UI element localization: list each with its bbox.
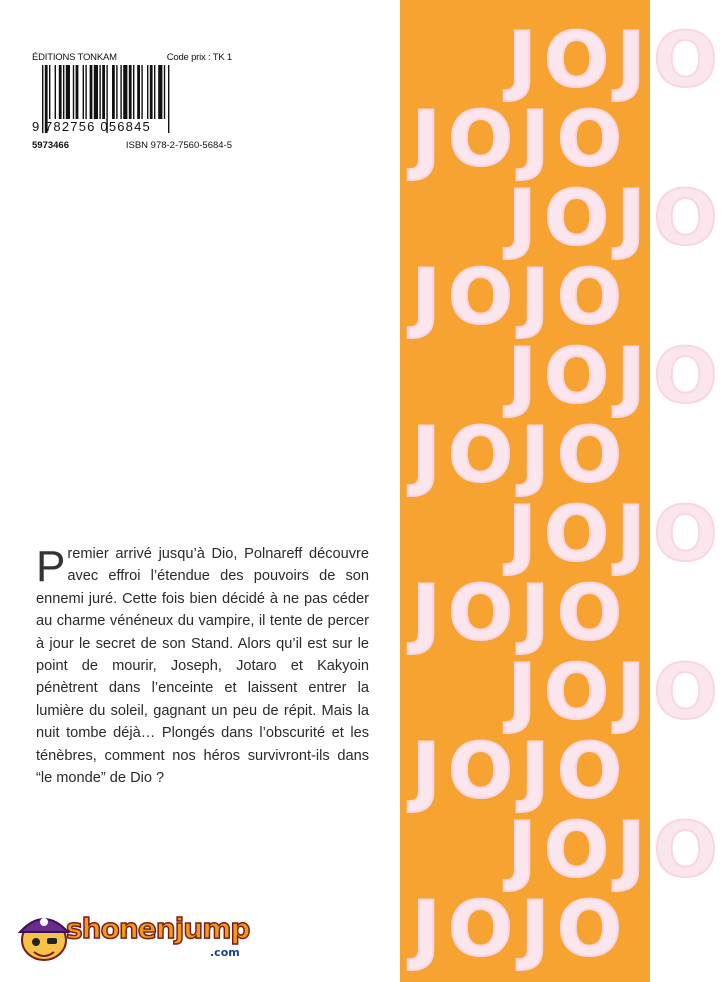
barcode-bar bbox=[73, 65, 74, 119]
jojo-pattern-row: JOJO bbox=[412, 884, 630, 973]
barcode-bar bbox=[158, 65, 162, 119]
logo-wordmark: shonenjump bbox=[66, 912, 250, 945]
barcode-digits: 782756 056845 bbox=[45, 119, 151, 134]
barcode-first-digit: 9 bbox=[32, 119, 40, 134]
barcode-bar bbox=[164, 65, 165, 119]
barcode-bar bbox=[59, 65, 62, 119]
barcode-bar bbox=[129, 65, 132, 119]
barcode-bar bbox=[63, 65, 64, 119]
barcode-bar bbox=[94, 65, 98, 119]
barcode-bar bbox=[142, 65, 143, 119]
barcode-bar bbox=[49, 65, 50, 119]
barcode-bar bbox=[76, 65, 79, 119]
jojo-pattern-row: JOJO bbox=[412, 726, 630, 815]
barcode-bar bbox=[147, 65, 148, 119]
jojo-pattern-row: JOJO bbox=[412, 94, 630, 183]
pirate-mascot-icon bbox=[14, 906, 74, 966]
shonenjump-logo bbox=[14, 906, 284, 968]
reference-number: 5973466 bbox=[32, 140, 69, 151]
jojo-pattern-row: JOJO bbox=[508, 647, 726, 736]
barcode-bar bbox=[90, 65, 93, 119]
barcode-bar bbox=[137, 65, 140, 119]
barcode-bar bbox=[133, 65, 134, 119]
barcode-bar bbox=[154, 65, 155, 119]
jojo-pattern-row: JOJO bbox=[508, 15, 726, 104]
synopsis-text bbox=[36, 543, 369, 789]
jojo-pattern-row: JOJO bbox=[412, 568, 630, 657]
barcode-bar bbox=[83, 65, 84, 119]
barcode-bar bbox=[100, 65, 101, 119]
jojo-pattern-row: JOJO bbox=[508, 173, 726, 262]
logo-domain: .com bbox=[210, 946, 240, 959]
barcode-bar bbox=[86, 65, 87, 119]
jojo-pattern-row: JOJO bbox=[508, 489, 726, 578]
jojo-pattern-row: JOJO bbox=[508, 331, 726, 420]
barcode-bar bbox=[55, 65, 56, 119]
isbn-label: ISBN 978-2-7560-5684-5 bbox=[125, 140, 232, 151]
barcode-bar bbox=[112, 65, 115, 119]
barcode-bar bbox=[123, 65, 127, 119]
price-code: Code prix : TK 1 bbox=[166, 52, 232, 63]
barcode-bar bbox=[150, 65, 153, 119]
barcode-block bbox=[32, 52, 232, 151]
barcode-bar bbox=[102, 65, 105, 119]
barcode-bar bbox=[42, 65, 43, 133]
orange-band bbox=[400, 0, 726, 982]
barcode-bar bbox=[116, 65, 117, 119]
barcode-bar bbox=[66, 65, 70, 119]
jojo-pattern-row: JOJO bbox=[412, 252, 630, 341]
publisher-label: ÉDITIONS TONKAM bbox=[32, 52, 117, 63]
barcode-bar bbox=[121, 65, 122, 119]
drop-cap: P bbox=[36, 542, 66, 591]
synopsis-body: remier arrivé jusqu’à Dio, Polnareff découvre avec effroi l’étendue des pouvoirs de son ennemi juré. Cette fois bien décidé à ne pas céder au charme vénéneux du vampire, il tente de percer à jour le secret de son Stand. Alors qu’il est sur le point de mourir, Joseph, Jotaro et Kakyoin pénètrent dans l’enceinte et laissent entrer la lumière du soleil, gagnant un peu de répit. Mais la nuit tombe déjà… Plongés dans l’obscurité et les ténèbres, comment nos héros survivront-ils dans “le monde” de Dio ? bbox=[36, 546, 369, 787]
jojo-pattern-row: JOJO bbox=[508, 805, 726, 894]
jojo-pattern-row: JOJO bbox=[412, 410, 630, 499]
